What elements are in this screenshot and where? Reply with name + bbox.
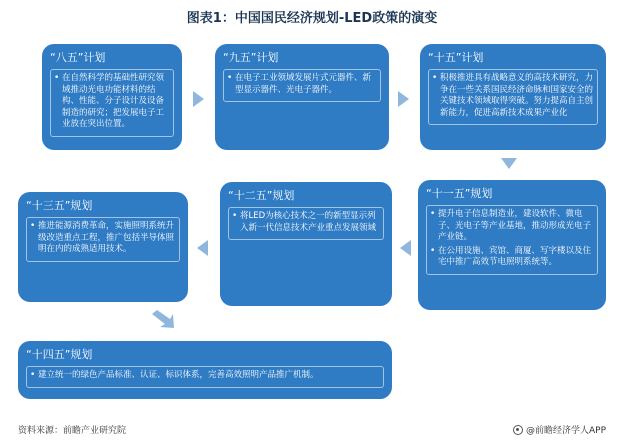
box-title: “十五”计划 — [428, 51, 484, 64]
brand-credit — [513, 423, 606, 436]
bullet-item: • 提升电子信息制造业，建设软件、微电子、光电子等产业基地，推动形成光电子产业链。 — [438, 209, 593, 244]
box-content — [426, 205, 598, 275]
brand-text: @前瞻经济学人APP — [525, 426, 606, 436]
box-10th-five-year-plan — [420, 44, 606, 150]
box-content — [26, 217, 180, 262]
page-title: 图表1：中国国民经济规划-LED政策的演变 — [186, 11, 438, 26]
box-14th-five-year-plan — [18, 341, 392, 399]
box-12th-five-year-plan — [220, 182, 392, 306]
box-content — [26, 366, 384, 388]
box-title: “十一五”规划 — [426, 187, 493, 200]
box-content — [50, 69, 174, 137]
arrow-right-icon — [193, 91, 204, 107]
arrow-diagonal-icon — [152, 310, 174, 328]
box-8th-five-year-plan — [42, 44, 182, 150]
bullet-item: • 在公用设施、宾馆、商厦、写字楼以及住宅中推广高效节电照明系统等。 — [438, 246, 593, 269]
box-content — [228, 207, 384, 240]
bullet-item: • 在电子工业领域发展片式元器件、新型显示器件、光电子器件。 — [235, 73, 376, 96]
box-title: “十二五”规划 — [228, 189, 295, 202]
box-title: “八五”计划 — [50, 51, 106, 64]
bullet-item: • 将LED为核心技术之一的新型显示列入新一代信息技术产业重点发展领域 — [240, 211, 379, 234]
arrow-left-icon — [400, 240, 411, 256]
box-content — [223, 69, 381, 102]
bullet-item: • 积极推进具有战略意义的高技术研究，力争在一些关系国民经济命脉和国家安全的关键技术领域取得突破。努力提高自主创新能力，促进高新技术成果产业化 — [440, 73, 593, 119]
source-note: 资料来源：前瞻产业研究院 — [18, 426, 127, 436]
arrow-down-icon — [501, 158, 517, 169]
bullet-item: • 建立统一的绿色产品标准、认证、标识体系，完善高效照明产品推广机制。 — [38, 370, 379, 382]
brand-logo-icon — [513, 425, 523, 435]
box-title: “九五”计划 — [223, 51, 279, 64]
box-content — [428, 69, 598, 125]
bullet-item: • 在自然科学的基础性研究领域推动光电功能材料的结构、性能、分子设计及设备制造的研究；把发展电子工业放在突出位置。 — [62, 73, 169, 131]
box-13th-five-year-plan — [18, 192, 188, 302]
box-9th-five-year-plan — [215, 44, 389, 150]
arrow-right-icon — [398, 91, 409, 107]
box-title: “十三五”规划 — [26, 199, 93, 212]
arrow-left-icon — [197, 240, 208, 256]
box-11th-five-year-plan — [418, 180, 606, 310]
box-title: “十四五”规划 — [26, 348, 93, 361]
bullet-item: • 推进能源消费革命，实施照明系统升级改造重点工程，推广包括半导体照明在内的成熟适用技术。 — [38, 221, 175, 256]
